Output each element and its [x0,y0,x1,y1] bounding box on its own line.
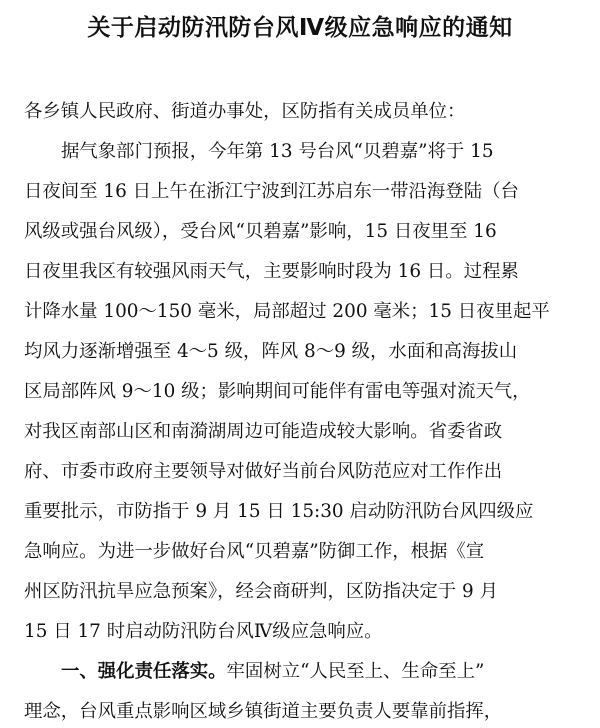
paragraph-line-1: 据气象部门预报，今年第 13 号台风“贝碧嘉”将于 15 [61,141,494,162]
paragraph-line-4: 日夜里我区有较强风雨天气，主要影响时段为 16 日。过程累 [24,261,519,282]
paragraph-line-8: 对我区南部山区和南漪湖周边可能造成较大影响。省委省政 [24,421,503,442]
paragraph-line-10: 重要批示，市防指于 9 月 15 日 15:30 启动防汛防台风四级应 [24,501,534,522]
section1-heading: 一、强化责任落实。 [61,661,227,682]
section1-line-2: 理念，台风重点影响区域乡镇街道主要负责人要靠前指挥， [24,701,503,722]
paragraph-line-13: 15 日 17 时启动防汛防台风Ⅳ级应急响应。 [24,621,383,642]
paragraph-line-12: 州区防汛抗旱应急预案》，经会商研判，区防指决定于 9 月 [24,581,498,602]
paragraph-line-9: 府、市委市政府主要领导对做好当前台风防范应对工作作出 [24,461,503,482]
paragraph-line-6: 均风力逐渐增强至 4～5 级，阵风 8～9 级，水面和高海拔山 [24,341,518,362]
paragraph-line-2: 日夜间至 16 日上午在浙江宁波到江苏启东一带沿海登陆（台 [24,181,519,202]
paragraph-line-5: 计降水量 100～150 毫米，局部超过 200 毫米；15 日夜里起平 [24,301,550,322]
section1-line-1 [24,656,600,688]
section1-line1-rest: 牢固树立“人民至上、生命至上” [226,661,485,682]
paragraph-line-3: 风级或强台风级），受台风“贝碧嘉”影响，15 日夜里至 16 [24,221,497,242]
document-title: 关于启动防汛防台风Ⅳ级应急响应的通知 [87,15,513,41]
paragraph-line-7: 区局部阵风 9～10 级；影响期间可能伴有雷电等强对流天气， [24,381,531,402]
paragraph-line-11: 急响应。为进一步做好台风“贝碧嘉”防御工作，根据《宣 [24,541,485,562]
addressee-line: 各乡镇人民政府、街道办事处，区防指有关成员单位： [24,101,466,122]
